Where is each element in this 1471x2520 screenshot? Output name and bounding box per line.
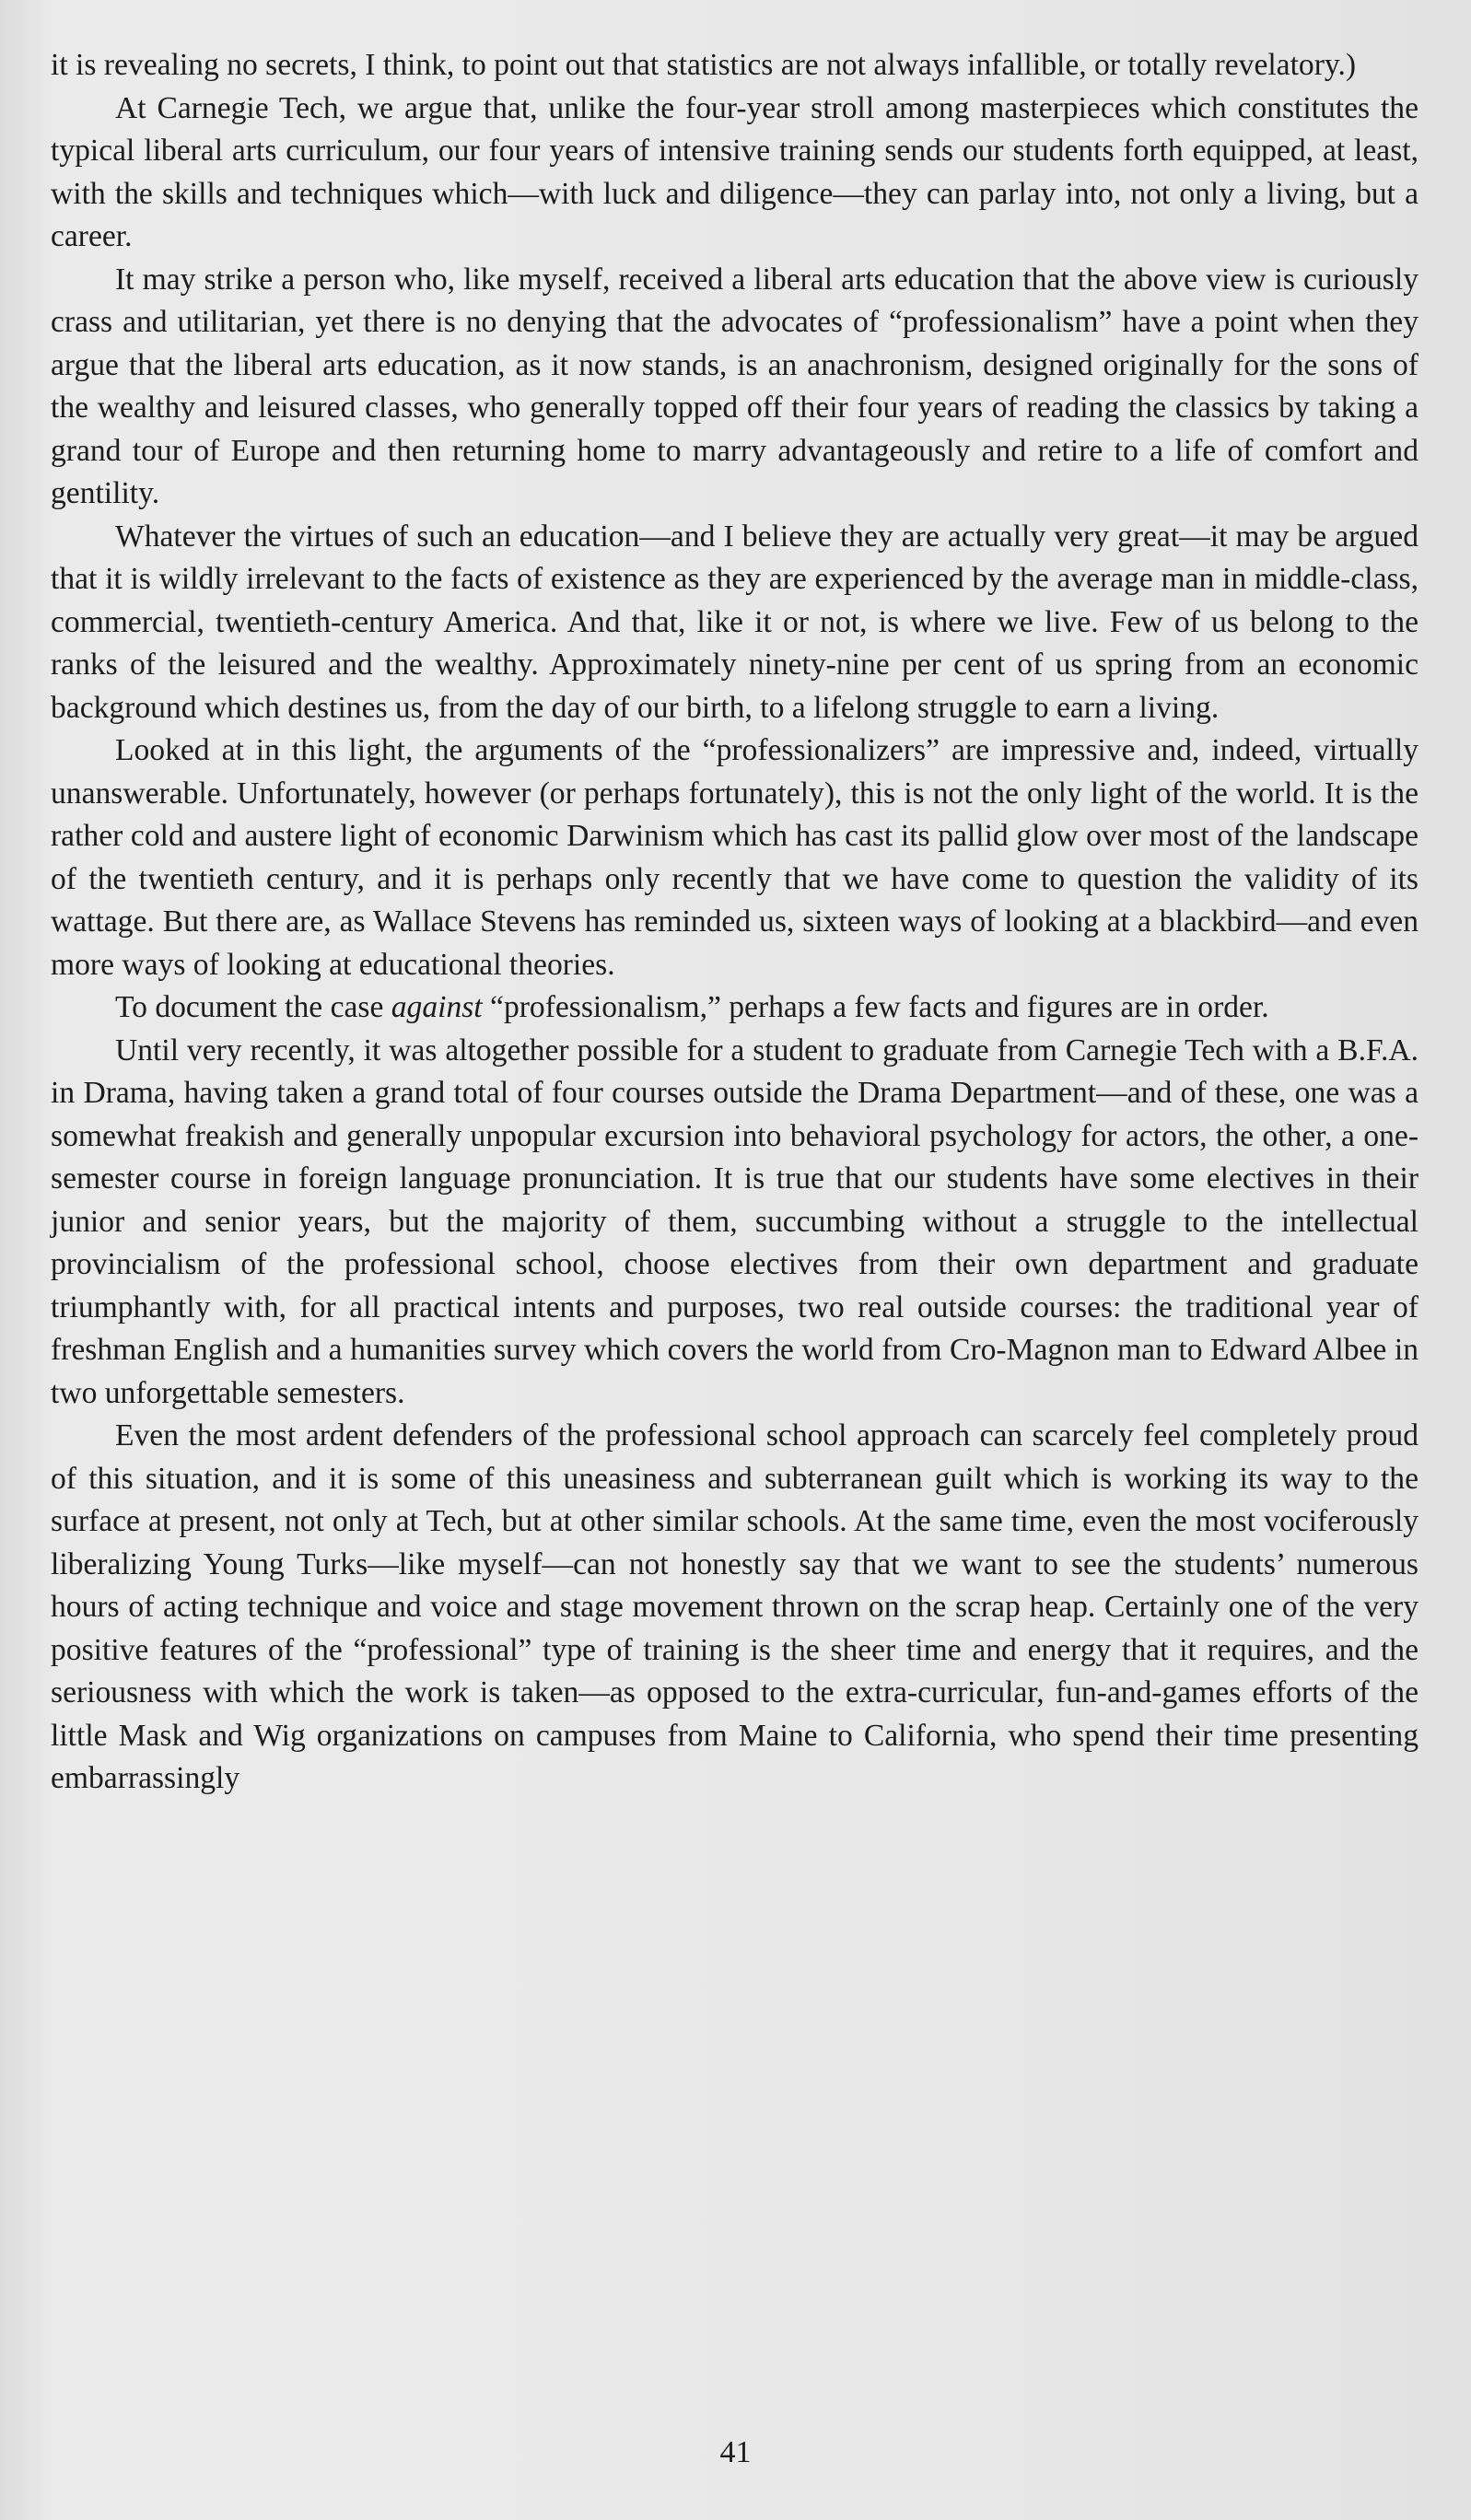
paragraph-2: At Carnegie Tech, we argue that, unlike the four-year stroll among masterpieces which constitutes the typical liberal arts curriculum, our four years of intensive training sends our students forth equipped, at least, with the skills and techniques which—with luck and diligence—they can parlay into, not only a living, but a career. [51, 90, 1418, 253]
page-number: 41 [719, 2435, 752, 2469]
paragraph-6-text-before: To document the case [115, 990, 391, 1024]
paragraph-6 [51, 986, 1418, 1030]
paragraph-6-text-after: “professionalism,” perhaps a few facts and figures are in order. [482, 990, 1269, 1024]
paragraph-5: Looked at in this light, the arguments of the “professionalizers” are impressive and, indeed, virtually unanswerable. Unfortunately, however (or perhaps fortunately), this is not the only light of the world. It is the rather cold and austere light of economic Darwinism which has cast its pallid glow over most of the landscape of the twentieth century, and it is perhaps only recently that we have come to question the validity of its wattage. But there are, as Wallace Stevens has reminded us, sixteen ways of looking at a blackbird—and even more ways of looking at educational theories. [51, 733, 1418, 982]
page-body [51, 44, 1418, 1801]
paragraph-1: it is revealing no secrets, I think, to point out that statistics are not always infallible, or totally revelatory.) [51, 48, 1357, 82]
paragraph-7: Until very recently, it was altogether possible for a student to graduate from Carnegie Tech with a B.F.A. in Drama, having taken a grand total of four courses outside the Drama Department—and of these, one was a somewhat freakish and generally unpopular excursion into behavioral psychology for actors, the other, a one-semester course in foreign language pronunciation. It is true that our students have some electives in their junior and senior years, but the majority of them, succumbing without a struggle to the intellectual provincialism of the professional school, choose electives from their own department and graduate triumphantly with, for all practical intents and purposes, two real outside courses: the traditional year of freshman English and a humanities survey which covers the world from Cro-Magnon man to Edward Albee in two unforgettable semesters. [51, 1032, 1418, 1410]
paragraph-4: Whatever the virtues of such an education—and I believe they are actually very great—it may be argued that it is wildly irrelevant to the facts of existence as they are experienced by the average man in middle-class, commercial, twentieth-century America. And that, like it or not, is where we live. Few of us belong to the ranks of the leisured and the wealthy. Approximately ninety-nine per cent of us spring from an economic background which destines us, from the day of our birth, to a lifelong struggle to earn a living. [51, 519, 1418, 725]
paragraph-8: Even the most ardent defenders of the professional school approach can scarcely feel completely proud of this situation, and it is some of this uneasiness and subterranean guilt which is working its way to the surface at present, not only at Tech, but at other similar schools. At the same time, even the most vociferously liberalizing Young Turks—like myself—can not honestly say that we want to see the students’ numerous hours of acting technique and voice and stage movement thrown on the scrap heap. Certainly one of the very positive features of the “professional” type of training is the sheer time and energy that it requires, and the seriousness with which the work is taken—as opposed to the extra-curricular, fun-and-games efforts of the little Mask and Wig organizations on campuses from Maine to California, who spend their time presenting embarrassingly [51, 1418, 1418, 1795]
emphasis-against: against [391, 990, 483, 1024]
paragraph-3: It may strike a person who, like myself, received a liberal arts education that the above view is curiously crass and utilitarian, yet there is no denying that the advocates of “professionalism” have a point when they argue that the liberal arts education, as it now stands, is an anachronism, designed originally for the sons of the wealthy and leisured classes, who generally topped off their four years of reading the classics by taking a grand tour of Europe and then returning home to marry advantageously and retire to a life of comfort and gentility. [51, 262, 1418, 510]
